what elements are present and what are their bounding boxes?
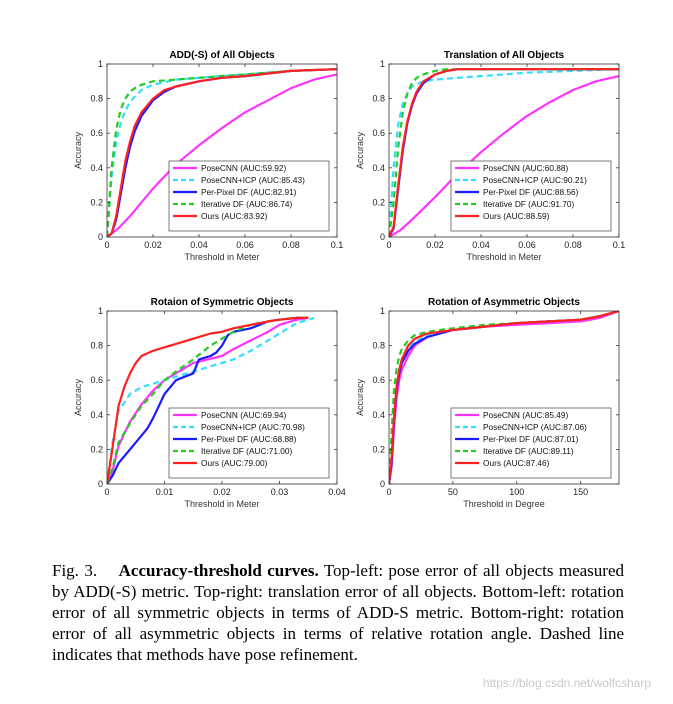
y-tick-label: 1 xyxy=(379,59,385,69)
y-tick-label: 0 xyxy=(379,232,385,242)
y-tick-label: 0 xyxy=(97,479,103,489)
y-tick-label: 0.4 xyxy=(90,162,103,173)
legend-label-4: Ours (AUC:88.59) xyxy=(483,211,550,221)
y-tick-label: 0.6 xyxy=(372,375,385,386)
figure-caption xyxy=(52,560,624,665)
legend-label-3: Iterative DF (AUC:71.00) xyxy=(201,446,293,456)
y-tick-label: 0.8 xyxy=(372,340,385,351)
chart-add-s-all-objects xyxy=(40,40,344,290)
watermark: https://blog.csdn.net/wolfcsharp xyxy=(482,676,651,690)
x-tick-label: 0 xyxy=(386,240,392,250)
chart-panel-1 xyxy=(322,40,626,290)
x-axis-label: Threshold in Meter xyxy=(466,252,542,262)
x-tick-label: 50 xyxy=(447,487,458,497)
chart-rotation-asymmetric-objects xyxy=(322,287,622,537)
x-tick-label: 0.04 xyxy=(472,240,490,250)
chart-translation-all-objects xyxy=(322,40,626,290)
x-tick-label: 0.1 xyxy=(612,240,626,250)
x-axis-label: Threshold in Degree xyxy=(463,499,545,509)
legend-label-3: Iterative DF (AUC:91.70) xyxy=(483,199,575,209)
y-tick-label: 0.8 xyxy=(372,93,385,104)
legend-label-0: PoseCNN (AUC:60.88) xyxy=(483,163,569,173)
y-tick-label: 0 xyxy=(97,232,103,242)
chart-panel-2 xyxy=(40,287,346,537)
y-tick-label: 0.8 xyxy=(90,340,103,351)
caption-bold-title: Accuracy-threshold curves. xyxy=(118,561,319,580)
y-axis-label: Accuracy xyxy=(355,378,365,417)
x-tick-label: 0.1 xyxy=(330,240,344,250)
y-axis-label: Accuracy xyxy=(355,131,365,170)
y-tick-label: 0.2 xyxy=(90,444,103,455)
x-tick-label: 0.02 xyxy=(144,240,162,250)
caption-fig-label: Fig. 3. xyxy=(52,561,98,580)
y-tick-label: 0 xyxy=(379,479,385,489)
chart-title: ADD(-S) of All Objects xyxy=(169,50,275,61)
x-tick-label: 0.08 xyxy=(282,240,300,250)
x-tick-label: 0 xyxy=(104,487,110,497)
x-tick-label: 0.03 xyxy=(270,487,289,497)
legend-label-2: Per-Pixel DF (AUC:82.91) xyxy=(201,187,297,197)
x-tick-label: 0.02 xyxy=(426,240,444,250)
legend-label-1: PoseCNN+ICP (AUC:70.98) xyxy=(201,422,305,432)
y-tick-label: 1 xyxy=(379,306,385,316)
x-tick-label: 150 xyxy=(573,487,589,497)
y-tick-label: 0.4 xyxy=(90,409,103,420)
legend-label-1: PoseCNN+ICP (AUC:85.43) xyxy=(201,175,305,185)
y-tick-label: 0.2 xyxy=(372,444,385,455)
legend-label-4: Ours (AUC:87.46) xyxy=(483,458,550,468)
y-tick-label: 0.2 xyxy=(90,197,103,208)
y-tick-label: 0.4 xyxy=(372,409,385,420)
legend-label-0: PoseCNN (AUC:85.49) xyxy=(483,410,569,420)
y-tick-label: 0.6 xyxy=(90,375,103,386)
caption-text: Top-left: pose error of all objects measured by ADD(-S) metric. Top-right: translation error of all objects. Bottom-left: rotation error of all symmetric objects in terms of ADD-S metric. Bottom-right: rotation error of all asymmetric objects in terms of relative rotation angle. Dashed line indicates that methods have pose refinement. xyxy=(52,561,625,664)
x-tick-label: 0.02 xyxy=(213,487,231,497)
legend-label-4: Ours (AUC:83.92) xyxy=(201,211,268,221)
x-tick-label: 100 xyxy=(509,487,525,497)
chart-title: Translation of All Objects xyxy=(443,50,565,61)
chart-rotation-symmetric-objects xyxy=(40,287,346,537)
y-tick-label: 0.4 xyxy=(372,162,385,173)
x-axis-label: Threshold in Meter xyxy=(184,499,260,509)
x-tick-label: 0.01 xyxy=(155,487,174,497)
legend-label-0: PoseCNN (AUC:69.94) xyxy=(201,410,287,420)
x-axis-label: Threshold in Meter xyxy=(184,252,260,262)
x-tick-label: 0.04 xyxy=(190,240,208,250)
y-tick-label: 0.6 xyxy=(372,128,385,139)
y-axis-label: Accuracy xyxy=(73,131,83,170)
legend-label-2: Per-Pixel DF (AUC:88.56) xyxy=(483,187,579,197)
x-tick-label: 0.08 xyxy=(564,240,582,250)
x-tick-label: 0 xyxy=(386,487,392,497)
legend-label-0: PoseCNN (AUC:59.92) xyxy=(201,163,287,173)
y-tick-label: 1 xyxy=(97,59,103,69)
chart-panel-0 xyxy=(40,40,344,290)
x-tick-label: 0.06 xyxy=(236,240,254,250)
x-tick-label: 0.04 xyxy=(328,487,346,497)
legend-label-1: PoseCNN+ICP (AUC:87.06) xyxy=(483,422,587,432)
legend-label-2: Per-Pixel DF (AUC:68.88) xyxy=(201,434,297,444)
y-axis-label: Accuracy xyxy=(73,378,83,417)
legend-label-3: Iterative DF (AUC:89.11) xyxy=(483,446,574,456)
x-tick-label: 0 xyxy=(104,240,110,250)
chart-title: Rotation of Asymmetric Objects xyxy=(428,297,580,308)
legend-label-4: Ours (AUC:79.00) xyxy=(201,458,268,468)
legend-label-3: Iterative DF (AUC:86.74) xyxy=(201,199,293,209)
chart-title: Rotaion of Symmetric Objects xyxy=(150,297,294,308)
legend-label-1: PoseCNN+ICP (AUC:90.21) xyxy=(483,175,587,185)
legend-label-2: Per-Pixel DF (AUC:87.01) xyxy=(483,434,579,444)
x-tick-label: 0.06 xyxy=(518,240,536,250)
y-tick-label: 0.8 xyxy=(90,93,103,104)
y-tick-label: 0.2 xyxy=(372,197,385,208)
chart-panel-3 xyxy=(322,287,622,537)
y-tick-label: 0.6 xyxy=(90,128,103,139)
y-tick-label: 1 xyxy=(97,306,103,316)
